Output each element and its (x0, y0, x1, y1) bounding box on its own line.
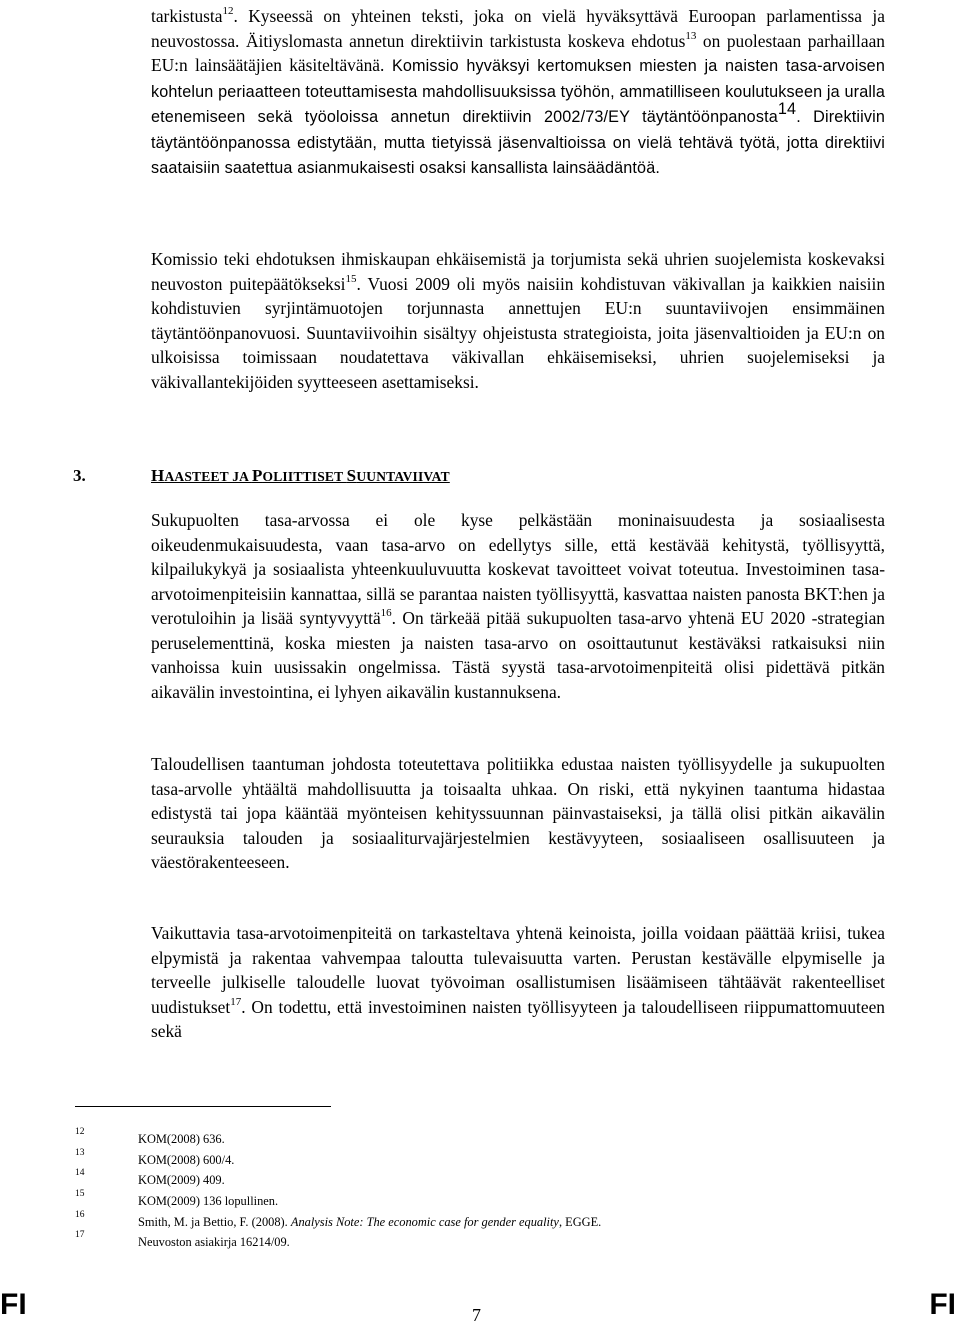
footnote-number: 13 (75, 1147, 85, 1158)
text-run: Vaikuttavia tasa-arvotoimenpiteitä on tarkasteltava yhtenä keinoista, joilla voidaan päättää kriisi, tukea elpymistä ja rakentaa vahvempaa taloutta tulevaisuutta varten. Perustan kestävälle elpymiselle ja terveelle julkiselle taloudelle luovat työvoiman osallistumisen lisäämiseen tähtäävät rakenteelliset uudistukset (151, 923, 885, 1017)
footnote-number: 14 (75, 1168, 85, 1179)
paragraph-3 (151, 508, 885, 704)
footnote-text-part: , EGGE. (558, 1214, 602, 1229)
text-run: on puolestaan parhaillaan EU:n lainsäätäjien käsiteltävänä. (151, 30, 885, 75)
section-heading (73, 466, 873, 486)
footnote-text: KOM(2009) 136 lopullinen. (138, 1194, 279, 1209)
text-run: . Vuosi 2009 oli myös naisiin kohdistuvan väkivallan ja kaikkien naisiin kohdistuvien syrjintämuotojen torjunnasta annettujen EU:n suuntaviivojen ensimmäinen täytäntöönpanovuosi. Suuntaviivoihin sisältyy ohjeistusta strategioista, joita jäsenvaltioiden ja EU:n on ulkoisissa toimissaan noudatettava väkivallan ehkäisemiseksi, uhrien suojelemiseksi ja väkivallantekijöiden syytteeseen asettamiseksi. (151, 273, 886, 392)
title-part: P (251, 466, 263, 485)
footnote-title: Analysis Note: The economic case for gender equality (290, 1214, 559, 1229)
footnote-text: KOM(2009) 409. (138, 1173, 225, 1188)
text-run-revised: . Direktiivin täytäntöönpanossa edistytään, mutta tietyissä jäsenvaltioissa on vielä tehtävä työtä, jotta direktiivi saataisiin saatettua asianmukaisesti osaksi kansallista lainsäädäntöä. (151, 108, 885, 177)
footnote-12 (75, 1128, 775, 1149)
footnote-text (138, 1212, 601, 1233)
section-number: 3. (73, 466, 86, 485)
text-run: Taloudellisen taantuman johdosta toteutettava politiikka edustaa naisten työllisyydelle ja sukupuolten tasa-arvolle yhtäältä mahdollisuutta ja toisaalta uhkaa. On riski, että nykyinen taantuma hidastaa edistystä tai jopa kääntää myönteisen kehityssuunnan päinvastaiseksi, ja tällä olisi pitkän aikavälin seurauksia talouden ja sosiaaliturvajärjestelmien kestävyyteen, sosiaaliseen osallisuuteen ja väestörakenteeseen. (151, 754, 885, 872)
footnote-ref-17[interactable]: 17 (230, 995, 242, 1008)
footnote-ref-12[interactable]: 12 (222, 5, 234, 18)
footnote-16 (75, 1211, 775, 1232)
footnote-ref-13[interactable]: 13 (685, 29, 697, 42)
footnote-list (75, 1128, 775, 1252)
page-number: 7 (472, 1305, 481, 1325)
footnote-text-part: Smith, M. ja Bettio, F. (2008). (138, 1214, 291, 1229)
text-run-revised: Komissio hyväksyi kertomuksen miesten ja naisten tasa-arvoisen kohtelun periaatteen toteuttamisesta mahdollisuuksissa työhön, ammatilliseen koulutukseen ja uralla etenemiseen sekä työoloissa annetun direktiivin 2002/73/EY täytäntöönpanosta (151, 57, 885, 126)
footnote-text: KOM(2008) 600/4. (138, 1152, 235, 1167)
title-part: AASTEET JA (164, 469, 252, 484)
title-part: UUNTAVIIVAT (356, 469, 450, 484)
language-code-left: FI (0, 1288, 27, 1321)
footnote-text: KOM(2008) 636. (138, 1132, 225, 1146)
text-run: . On todettu, että investoiminen naisten työllisyyteen ja taloudelliseen riippumattomuuteen sekä (151, 996, 885, 1041)
text-run: . Kyseessä on yhteinen teksti, joka on vielä hyväksyttävä Euroopan parlamentissa ja neuvostossa. Äitiyslomasta annetun direktiivin tarkistusta koskeva ehdotus (151, 6, 885, 51)
footnote-14 (75, 1169, 775, 1190)
footnote-number: 17 (75, 1230, 85, 1241)
title-part: H (151, 466, 165, 485)
section-title (151, 466, 450, 485)
footnote-text: Neuvoston asiakirja 16214/09. (138, 1235, 290, 1250)
text-run: Komissio teki ehdotuksen ihmiskaupan ehkäisemistä ja torjumista sekä uhrien suojelemista koskevaksi neuvoston puitepäätökseksi (151, 249, 885, 294)
paragraph-4 (151, 752, 885, 875)
paragraph-1 (151, 4, 885, 181)
text-run: Sukupuolten tasa-arvossa ei ole kyse pelkästään moninaisuudesta ja sosiaalisesta oikeudenmukaisuudesta, vaan tasa-arvo on edellytys sille, että kestävää kehitystä, työllisyyttä, kilpailukykyä ja sosiaalista yhteenkuuluvuutta koskevat tavoitteet voivat toteutua. Investoiminen tasa-arvotoimenpiteisiin kannattaa, sillä se parantaa naisten työllisyyttä, kasvattaa naisten panosta BKT:hen ja verotuloihin ja lisää syntyvyyttä (151, 510, 885, 628)
footnote-separator (75, 1106, 331, 1107)
footnote-number: 15 (75, 1189, 85, 1200)
title-part: S (346, 466, 357, 485)
footnote-17 (75, 1231, 775, 1252)
footnote-15 (75, 1190, 775, 1211)
paragraph-2 (151, 247, 885, 394)
footnote-number: 16 (75, 1209, 85, 1220)
text-run: tarkistusta (151, 6, 223, 26)
footnote-ref-16[interactable]: 16 (380, 607, 392, 620)
language-code-right: FI (929, 1288, 956, 1321)
paragraph-5 (151, 921, 885, 1044)
footnote-13 (75, 1149, 775, 1170)
footnote-ref-15[interactable]: 15 (345, 272, 357, 285)
footnote-number: 12 (75, 1127, 85, 1137)
text-run: . On tärkeää pitää sukupuolten tasa-arvo yhtenä EU 2020 -strategian peruselementtinä, koska miesten ja naisten tasa-arvo on osoittautunut kestäväksi ratkaisuksi niin vanhoissa kuin uusissakin ongelmissa. Tästä syystä tasa-arvotoimenpiteitä olisi pidettävä pitkän aikavälin investointina, ei lyhyen aikavälin kustannuksena. (151, 608, 885, 702)
title-part: OLIITTISET (262, 469, 347, 484)
footnote-ref-14[interactable]: 14 (777, 100, 797, 119)
